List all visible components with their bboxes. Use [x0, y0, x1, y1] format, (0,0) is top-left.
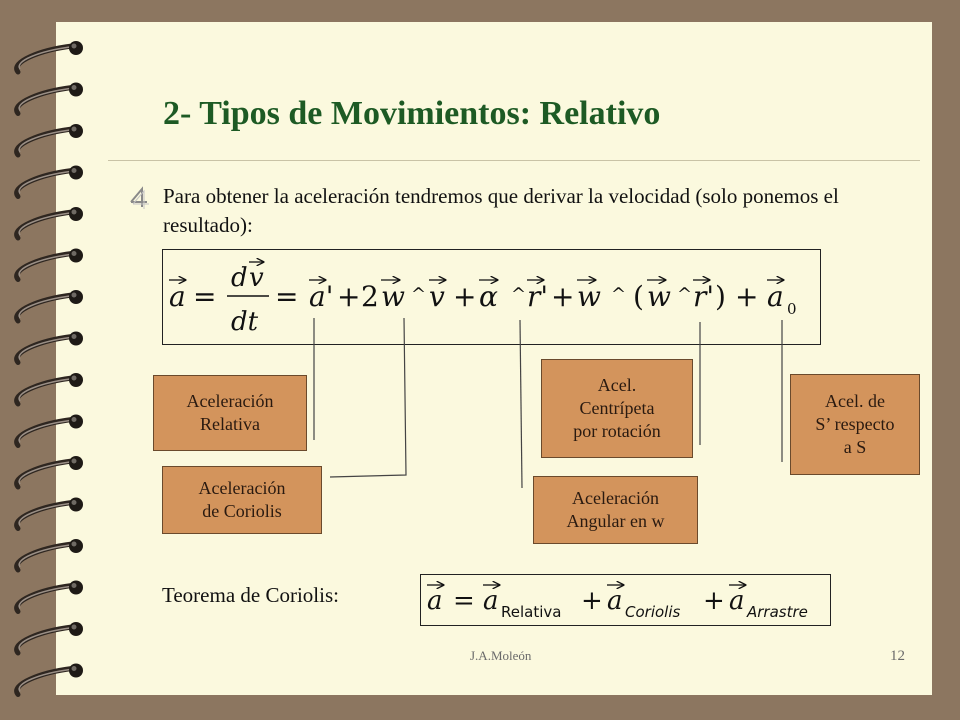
svg-text:+: + — [551, 280, 575, 313]
svg-text:2: 2 — [361, 280, 379, 313]
label-line: Acel. — [597, 375, 637, 395]
label-line: Centrípeta — [579, 398, 655, 418]
svg-text:(: ( — [633, 280, 644, 313]
svg-text:a: a — [169, 280, 186, 313]
svg-text:=: = — [275, 280, 299, 313]
label-line: S’ respecto — [815, 414, 895, 434]
svg-text:+: + — [581, 586, 603, 616]
svg-text:+: + — [453, 280, 477, 313]
label-aceleracion-angular — [533, 476, 698, 544]
label-line: Relativa — [200, 414, 260, 434]
svg-text:=: = — [453, 586, 475, 616]
subscript-relativa: Relativa — [501, 603, 562, 621]
svg-text:v: v — [429, 280, 445, 313]
svg-text:a: a — [427, 586, 443, 616]
svg-text:d: d — [231, 263, 248, 293]
theorem-label: Teorema de Coriolis: — [162, 583, 339, 607]
svg-text:+: + — [735, 280, 759, 313]
label-aceleracion-relativa — [153, 375, 307, 451]
svg-text:0: 0 — [787, 300, 797, 318]
svg-text:α: α — [479, 280, 498, 313]
svg-text:r': r' — [527, 280, 549, 313]
label-line: Acel. de — [825, 391, 885, 411]
footer-author: J.A.Moleón — [470, 648, 532, 663]
label-line: de Coriolis — [202, 501, 282, 521]
svg-text:w: w — [577, 280, 601, 313]
svg-text:a: a — [729, 586, 745, 616]
label-line: Angular en w — [566, 511, 665, 531]
svg-text:^: ^ — [411, 284, 427, 305]
svg-text:): ) — [715, 280, 726, 313]
subscript-coriolis: Coriolis — [625, 603, 681, 621]
label-line: por rotación — [573, 421, 661, 441]
svg-text:a: a — [767, 280, 784, 313]
label-centripeta — [541, 359, 693, 458]
label-line: a S — [843, 437, 867, 457]
slide-title: 2- Tipos de Movimientos: Relativo — [163, 95, 661, 132]
svg-text:^: ^ — [611, 284, 627, 305]
label-aceleracion-coriolis — [162, 466, 322, 534]
svg-text:+: + — [337, 280, 361, 313]
svg-text:^: ^ — [677, 284, 693, 305]
svg-text:r': r' — [693, 280, 715, 313]
coriolis-theorem-equation — [420, 574, 831, 626]
label-line: Aceleración — [186, 391, 274, 411]
subscript-arrastre: Arrastre — [747, 603, 808, 621]
svg-text:v: v — [249, 263, 264, 293]
label-line: Aceleración — [198, 478, 286, 498]
label-respecto-s — [790, 374, 920, 475]
svg-text:w: w — [647, 280, 671, 313]
svg-text:a': a' — [309, 280, 334, 313]
page-number: 12 — [890, 648, 905, 664]
svg-text:dt: dt — [231, 307, 259, 337]
label-line: Aceleración — [572, 488, 659, 508]
svg-text:a: a — [607, 586, 623, 616]
svg-text:+: + — [703, 586, 725, 616]
svg-text:=: = — [193, 280, 217, 313]
svg-text:a: a — [483, 586, 499, 616]
svg-text:^: ^ — [511, 284, 527, 305]
svg-text:w: w — [381, 280, 405, 313]
bullet-text: Para obtener la aceleración tendremos que derivar la velocidad (solo ponemos el resultado): — [163, 184, 839, 237]
